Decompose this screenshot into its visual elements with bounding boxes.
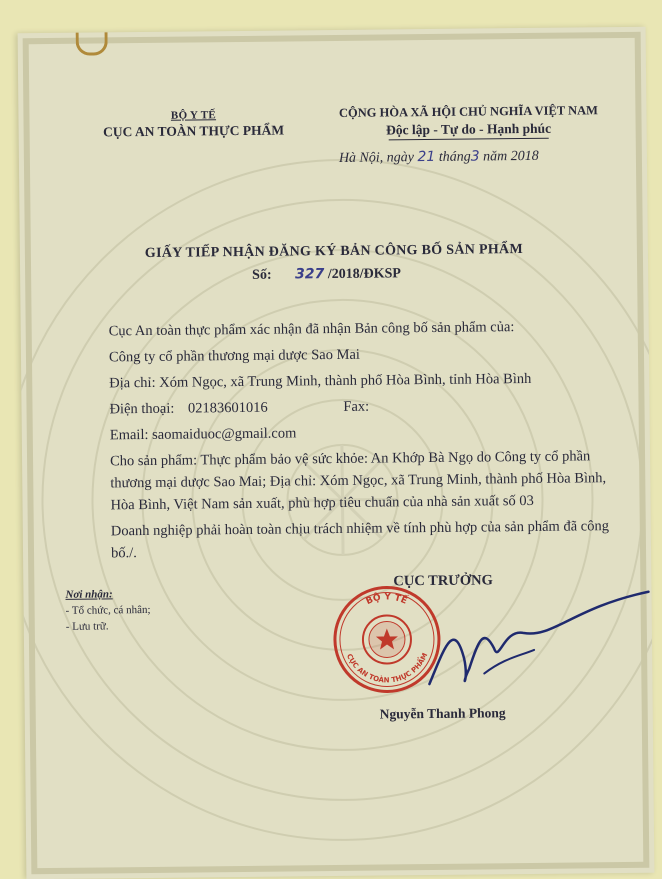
paper-clip bbox=[76, 27, 108, 56]
date-prefix: Hà Nội, ngày bbox=[338, 150, 415, 166]
seal-top-text: BỘ Y TẾ bbox=[364, 592, 409, 608]
responsibility-text: Doanh nghiệp phải hoàn toàn chịu trách nhiệm về tính phù hợp của sản phẩm đã công bố./. bbox=[110, 518, 609, 562]
fax-label: Fax: bbox=[343, 398, 370, 415]
signer-name: Nguyễn Thanh Phong bbox=[379, 705, 506, 722]
date-year: năm 2018 bbox=[483, 148, 539, 165]
phone-label: Điện thoại: bbox=[109, 400, 175, 418]
address-label: Địa chỉ: bbox=[109, 374, 156, 392]
email-value: saomaiduoc@gmail.com bbox=[152, 425, 297, 443]
number-suffix: /2018/ĐKSP bbox=[327, 266, 402, 283]
document-page bbox=[18, 27, 655, 879]
phone-value: 02183601016 bbox=[187, 399, 268, 417]
national-motto: Độc lập - Tự do - Hạnh phúc bbox=[386, 120, 552, 138]
recipients-block bbox=[65, 586, 150, 635]
date-month-label: tháng bbox=[438, 149, 471, 165]
product-paragraph: Cho sản phẩm: Thực phẩm bảo vệ sức khỏe: An Khớp Bà Ngọ do Công ty cổ phần thương mại dược Sao Mai; Địa chỉ: Xóm Ngọc, xã Trung Minh, thành phố Hòa Bình, Hòa Bình, Việt Nam sản xuất, phù hợp tiêu chuẩn của nhà sản xuất số 03 bbox=[109, 448, 607, 514]
company-name: Công ty cổ phần thương mại dược Sao Mai bbox=[108, 346, 361, 366]
document-number bbox=[252, 265, 401, 284]
recipients-title: Nơi nhận: bbox=[65, 588, 113, 601]
seal-bottom-text: CỤC AN TOÀN THỰC PHẨM bbox=[344, 651, 430, 685]
handwritten-signature bbox=[423, 587, 654, 699]
recipient-item: - Tổ chức, cá nhân; bbox=[65, 603, 151, 617]
email-label: Email: bbox=[109, 426, 149, 444]
document-title: GIẤY TIẾP NHẬN ĐĂNG KÝ BẢN CÔNG BỐ SẢN PHẨM bbox=[144, 242, 524, 261]
date-month: 3 bbox=[470, 148, 480, 165]
issuer-header bbox=[68, 108, 318, 141]
ministry-name: BỘ Y TẾ bbox=[170, 109, 217, 122]
number-handwritten: 327 bbox=[294, 266, 325, 283]
date-day: 21 bbox=[417, 148, 436, 166]
agency-name: CỤC AN TOÀN THỰC PHẨM bbox=[103, 122, 285, 140]
recipient-item: - Lưu trữ. bbox=[65, 620, 109, 633]
intro-text: Cục An toàn thực phẩm xác nhận đã nhận Bản công bố sản phẩm của: bbox=[108, 319, 515, 340]
republic-name: CỘNG HÒA XÃ HỘI CHỦ NGHĨA VIỆT NAM bbox=[338, 103, 598, 120]
address-value: Xóm Ngọc, xã Trung Minh, thành phố Hòa Bình, tỉnh Hòa Bình bbox=[159, 370, 532, 391]
number-label: Số: bbox=[252, 267, 272, 283]
national-header bbox=[318, 103, 618, 141]
signer-title: CỤC TRƯỞNG bbox=[393, 572, 493, 590]
issue-date bbox=[339, 148, 539, 167]
